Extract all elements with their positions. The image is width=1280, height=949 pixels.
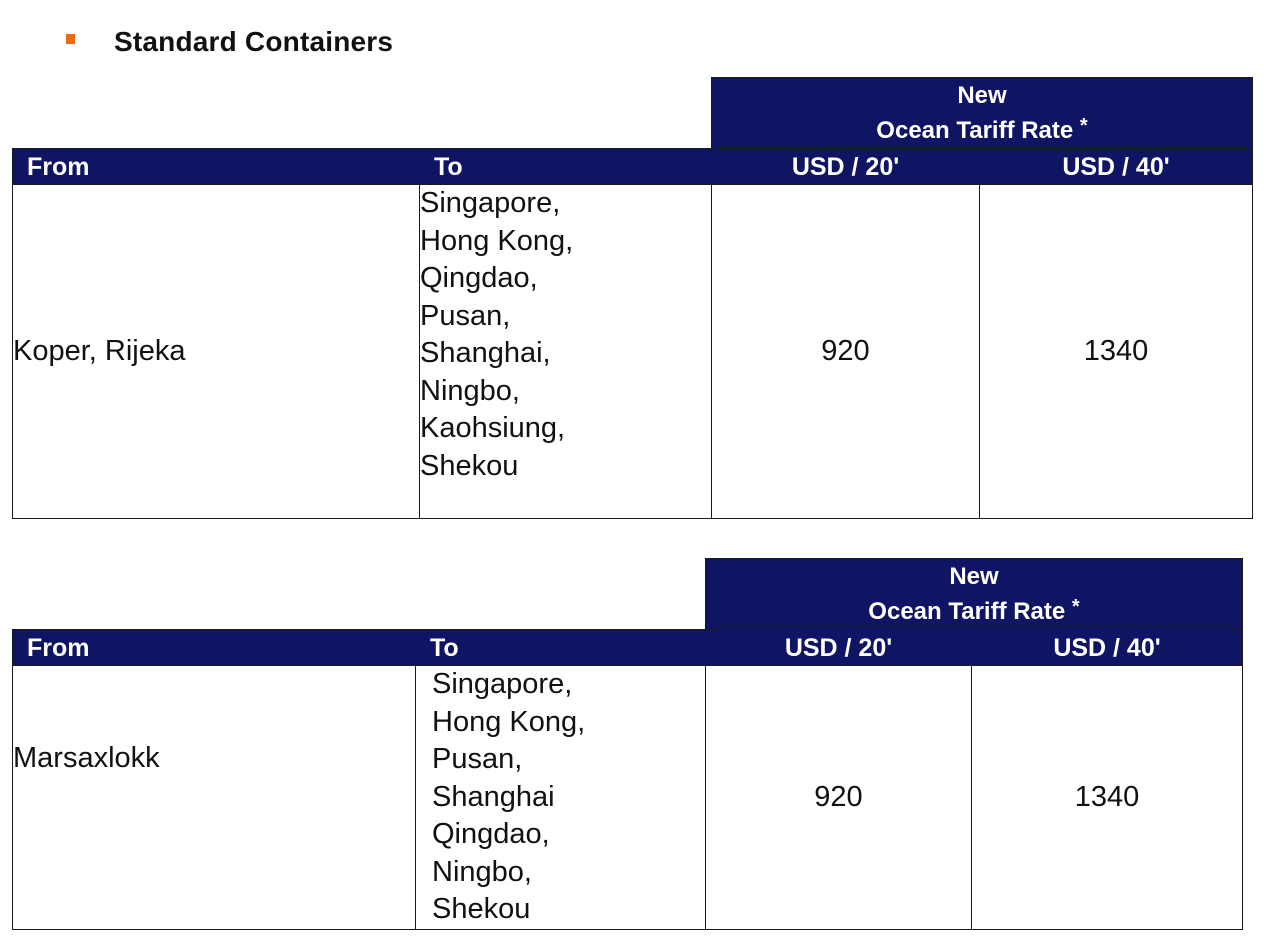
usd-20-column-header: USD / 20' bbox=[712, 149, 980, 185]
rate-label: Ocean Tariff Rate bbox=[876, 117, 1074, 144]
destination-port: Shekou bbox=[432, 893, 531, 925]
new-ocean-tariff-rate-header bbox=[712, 78, 1253, 149]
tariff-table-1 bbox=[12, 77, 1253, 519]
destination-port: Singapore, bbox=[432, 668, 573, 700]
destination-port: Ningbo, bbox=[420, 374, 520, 407]
destination-port: Qingdao, bbox=[432, 818, 550, 850]
rate-label: Ocean Tariff Rate bbox=[868, 598, 1066, 625]
from-cell: Marsaxlokk bbox=[13, 666, 416, 930]
destination-port: Kaohsiung, bbox=[420, 412, 566, 444]
header-spacer bbox=[13, 78, 712, 149]
destination-port: Hong Kong, bbox=[420, 224, 574, 257]
destination-port: Pusan, bbox=[420, 299, 511, 332]
rate-label-line bbox=[706, 594, 1242, 629]
table-row bbox=[13, 185, 1253, 519]
new-label: New bbox=[957, 82, 1007, 109]
usd-40-column-header: USD / 40' bbox=[972, 630, 1243, 666]
section-heading bbox=[66, 24, 393, 60]
new-label: New bbox=[949, 563, 999, 590]
new-ocean-tariff-rate-header bbox=[706, 559, 1243, 630]
tariff-table-2 bbox=[12, 558, 1243, 930]
usd-20-column-header: USD / 20' bbox=[706, 630, 972, 666]
header-spacer bbox=[13, 559, 706, 630]
destination-port: Pusan, bbox=[432, 743, 523, 775]
rate-footnote-marker: * bbox=[1071, 596, 1080, 618]
destination-port: Ningbo, bbox=[432, 855, 532, 888]
table-row bbox=[13, 666, 1243, 930]
destination-port: Shanghai bbox=[432, 780, 555, 813]
to-cell bbox=[420, 185, 712, 519]
usd-40-column-header: USD / 40' bbox=[980, 149, 1253, 185]
destination-port: Shanghai, bbox=[420, 337, 551, 369]
usd-40-rate-cell: 1340 bbox=[972, 666, 1243, 930]
from-column-header: From bbox=[13, 630, 416, 666]
to-column-header: To bbox=[416, 630, 706, 666]
to-cell bbox=[416, 666, 706, 930]
rate-footnote-marker: * bbox=[1079, 115, 1088, 137]
usd-20-rate-cell: 920 bbox=[712, 185, 980, 519]
usd-20-rate-cell: 920 bbox=[706, 666, 972, 930]
usd-40-rate-cell: 1340 bbox=[980, 185, 1253, 519]
destination-port: Shekou bbox=[420, 449, 519, 482]
square-bullet-icon bbox=[66, 34, 75, 44]
from-cell: Koper, Rijeka bbox=[13, 185, 420, 519]
destination-port: Singapore, bbox=[420, 187, 561, 219]
section-title: Standard Containers bbox=[114, 26, 394, 57]
to-column-header: To bbox=[420, 149, 712, 185]
from-column-header: From bbox=[13, 149, 420, 185]
destination-port: Qingdao, bbox=[420, 262, 538, 294]
rate-label-line bbox=[712, 113, 1252, 148]
destination-port: Hong Kong, bbox=[432, 705, 586, 738]
